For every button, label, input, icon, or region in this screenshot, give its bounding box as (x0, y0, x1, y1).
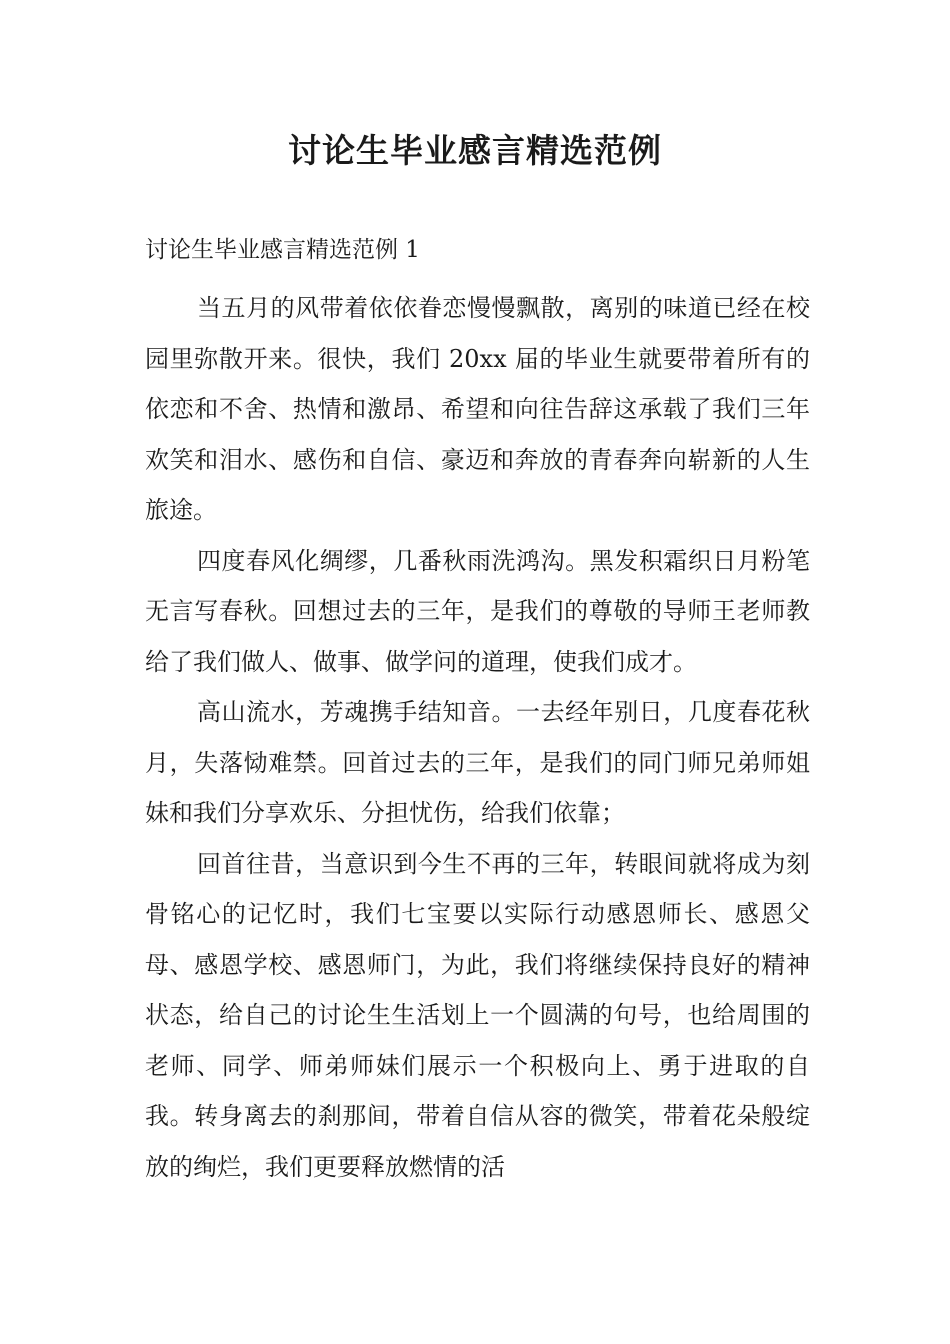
document-title: 讨论生毕业感言精选范例 (288, 131, 662, 170)
paragraph-3: 高山流水，芳魂携手结知音。一去经年别日，几度春花秋月，失落恸难禁。回首过去的三年，是我们的同门师兄弟师姐妹和我们分享欢乐、分担忧伤，给我们依靠； (145, 698, 810, 827)
paragraph-2: 四度春风化绸缪，几番秋雨洗鸿沟。黑发积霜织日月粉笔无言写春秋。回想过去的三年，是我们的尊敬的导师王老师教给了我们做人、做事、做学问的道理，使我们成才。 (145, 546, 810, 676)
section-heading: 讨论生毕业感言精选范例 1 (145, 237, 420, 263)
paragraph-1: 当五月的风带着依依眷恋慢慢飘散，离别的味道已经在校园里弥散开来。很快，我们 20xx 届的毕业生就要带着所有的依恋和不舍、热情和激昂、希望和向往告辞这承载了我们三年欢笑和泪水、感伤和自信、豪迈和奔放的青春奔向崭新的人生旅途。 (145, 294, 810, 524)
paragraph-4: 回首往昔，当意识到今生不再的三年，转眼间就将成为刻骨铭心的记忆时，我们七宝要以实际行动感恩师长、感恩父母、感恩学校、感恩师门，为此，我们将继续保持良好的精神状态，给自己的讨论生生活划上一个圆满的句号，也给周围的老师、同学、师弟师妹们展示一个积极向上、勇于进取的自我。转身离去的刹那间，带着自信从容的微笑，带着花朵般绽放的绚烂，我们更要释放燃情的活 (145, 849, 810, 1181)
document-body (145, 232, 810, 1192)
